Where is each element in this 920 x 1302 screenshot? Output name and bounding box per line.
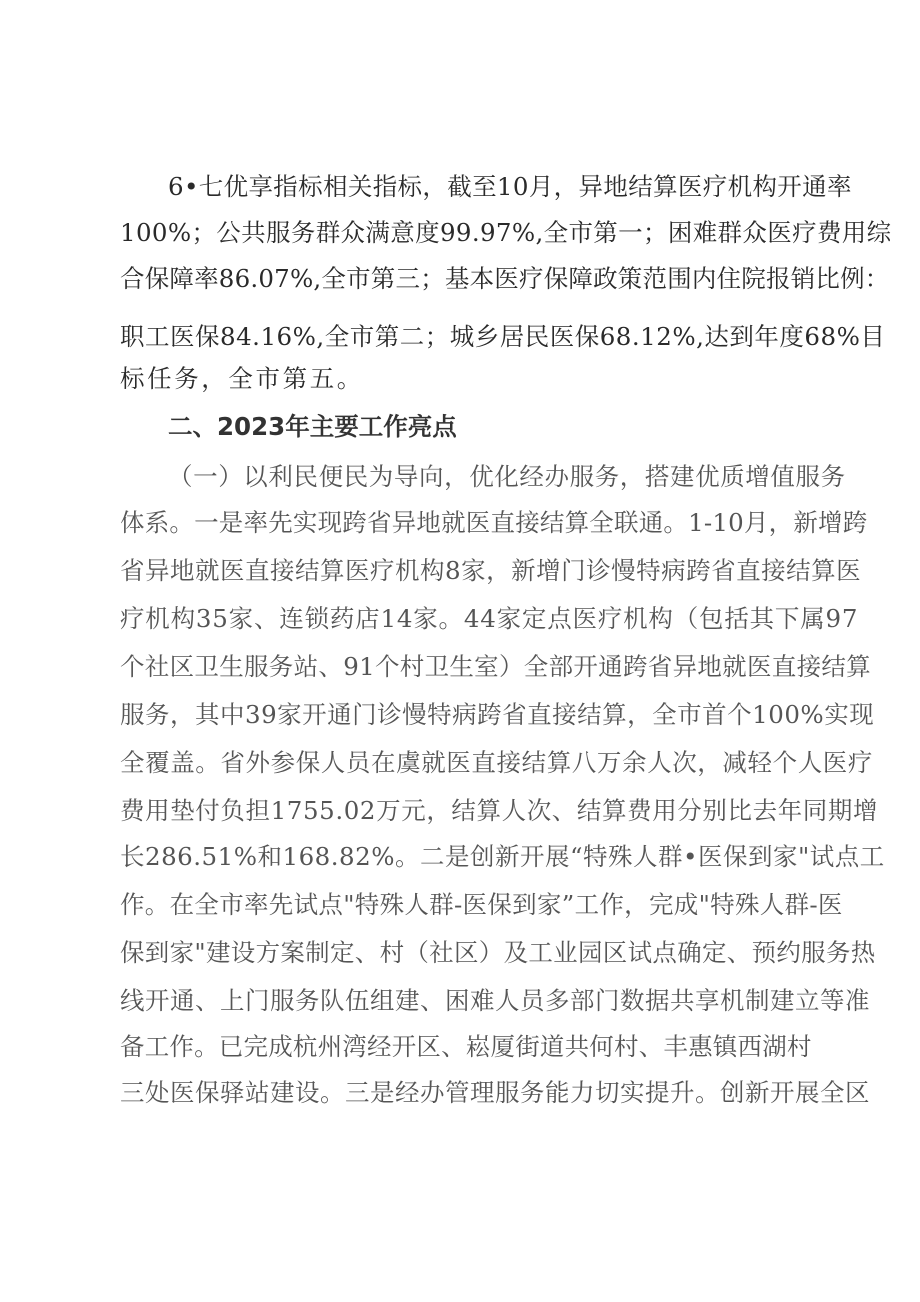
paragraph-2-line-2: 体系。一是率先实现跨省异地就医直接结算全联通。1-10月，新增跨 (120, 508, 868, 537)
paragraph-1-line-4: 职工医保84.16%,全市第二；城乡居民医保68.12%,达到年度68%目 (120, 322, 886, 351)
paragraph-2-line-1: （一）以利民便民为导向，优化经办服务，搭建优质增值服务 (168, 462, 846, 491)
paragraph-1-line-5: 标任务，全市第五。 (120, 364, 364, 393)
paragraph-2-line-8: 费用垫付负担1755.02万元，结算人次、结算费用分别比去年同期增 (120, 796, 879, 825)
paragraph-2-line-12: 线开通、上门服务队伍组建、困难人员多部门数据共享机制建立等准 (120, 986, 870, 1015)
paragraph-2-line-7: 全覆盖。省外参保人员在虞就医直接结算八万余人次，减轻个人医疗 (120, 748, 873, 777)
paragraph-2-line-5: 个社区卫生服务站、91个村卫生室）全部开通跨省异地就医直接结算 (120, 652, 871, 681)
paragraph-2-line-13: 备工作。已完成杭州湾经开区、崧厦街道共何村、丰惠镇西湖村 (120, 1032, 812, 1061)
paragraph-2-line-6: 服务，其中39家开通门诊慢特病跨省直接结算，全市首个100%实现 (120, 700, 875, 729)
paragraph-2-line-10: 作。在全市率先试点"特殊人群-医保到家”工作，完成"特殊人群-医 (120, 890, 843, 919)
paragraph-1-line-2: 100%；公共服务群众满意度99.97%,全市第一；困难群众医疗费用综 (120, 218, 892, 247)
paragraph-2-line-4: 疗机构35家、连锁药店14家。44家定点医疗机构（包括其下属97 (120, 604, 859, 633)
paragraph-2-line-3: 省异地就医直接结算医疗机构8家，新增门诊慢特病跨省直接结算医 (120, 556, 862, 585)
section-heading: 二、2023年主要工作亮点 (168, 412, 457, 441)
paragraph-2-line-11: 保到家"建设方案制定、村（社区）及工业园区试点确定、预约服务热 (120, 938, 876, 967)
paragraph-2-line-9: 长286.51%和168.82%。二是创新开展“特殊人群•医保到家"试点工 (120, 842, 885, 871)
paragraph-1-line-3: 合保障率86.07%,全市第三；基本医疗保障政策范围内住院报销比例： (120, 264, 890, 293)
paragraph-2-line-14: 三处医保驿站建设。三是经办管理服务能力切实提升。创新开展全区 (120, 1078, 870, 1107)
paragraph-1-line-1: 6•七优享指标相关指标，截至10月，异地结算医疗机构开通率 (168, 172, 852, 201)
